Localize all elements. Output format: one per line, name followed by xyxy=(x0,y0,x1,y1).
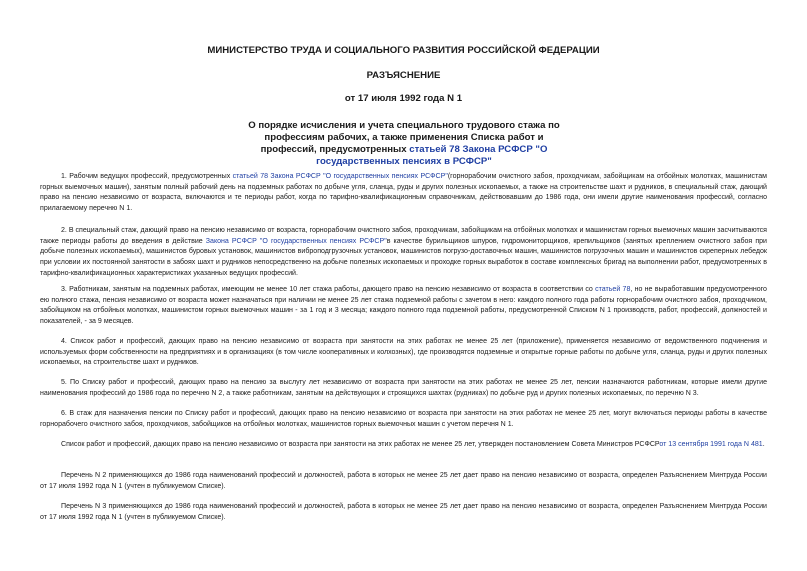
paragraph-text: в качестве бурильщиков шпуров, гидромониторщиков, крепильщиков (занятых креплением очистного забоя при добыче полезных ископаемых), машинистов буровых установок, машинистов виброподгрузочных установок, машинистов погрузо-доставочных машин, машинистов погрузочных машин и машинистов скреперных лебедок при условии их постоянной занятости в забоях шахт и рудников непосредственно на добыче полезных ископаемых и проходке горных выработок в составе комплексных бригад на выполнении работ, предусмотренных в тарифно-квалификационных характеристиках указанных ведущих профессий. xyxy=(40,237,767,277)
paragraph-7 xyxy=(40,440,767,451)
paragraph-text: , но не выработавшим предусмотренного ею полного стажа, пенсия независимо от возраста может назначаться при наличии не менее 25 лет стажа подземной работы с зачетом в него: каждого полного года работы горнорабочим очистного забоя, проходчиком, забойщиком на отбойных молотках, машинистом горных выемочных машин - за 1 год и 3 месяца; каждого полного года подземной работы, предусмотренной Списком N 1 производств, работ, профессий, должностей и показателей, - за 9 месяцев. xyxy=(40,286,767,326)
paragraph-5: 5. По Списку работ и профессий, дающих право на пенсию за выслугу лет независимо от возраста при занятости на этих работах не менее 25 лет, пенсии назначаются работникам, которые имели другие наименования профессий до 1986 года по перечню N 2, а также работникам, занятым на действующих и строящихся шахтах (рудниках) по добыче руд и других полезных ископаемых, по перечню N 3. xyxy=(40,379,767,397)
paragraph-text: Список работ и профессий, дающих право на пенсию независимо от возраста при занятости на этих работах не менее 25 лет, утвержден постановлением Совета Министров РСФСР xyxy=(61,441,660,448)
paragraph-6: 6. В стаж для назначения пенсии по Списку работ и профессий, дающих право на пенсию независимо от возраста при занятости на этих работах не менее 25 лет, могут включаться периоды работы в качестве горнорабочего очистного забоя, проходчиков, забойщиков на отбойных молотках, машинистов горных выемочных машин с учетом перечня N 1. xyxy=(40,410,767,428)
paragraph-text: 3. Работникам, занятым на подземных работах, имеющим не менее 10 лет стажа работы, дающего право на пенсию независимо от возраста в соответствии со xyxy=(61,286,596,293)
pension-law-link[interactable]: Закона РСФСР "О государственных пенсиях РСФСР" xyxy=(205,237,387,245)
document-date: от 17 июля 1992 года N 1 xyxy=(344,93,463,104)
title-text: О порядке исчисления и учета специального трудового стажа по профессиям рабочих, а также применения Списка работ и профессий, предусмотренных xyxy=(248,120,560,155)
decree-link[interactable]: от 13 сентября 1991 года N 481 xyxy=(659,441,763,448)
document-type: РАЗЪЯСНЕНИЕ xyxy=(366,70,441,81)
document-title xyxy=(245,120,563,168)
ministry-name: МИНИСТЕРСТВО ТРУДА И СОЦИАЛЬНОГО РАЗВИТИЯ РОССИЙСКОЙ ФЕДЕРАЦИИ xyxy=(207,45,600,56)
paragraph-8: Перечень N 2 применяющихся до 1986 года наименований профессий и должностей, работа в которых не менее 25 лет дает право на пенсию независимо от возраста, определен Разъяснением Минтруда России от 17 июля 1992 года N 1 (учтен в публикуемом Списке). xyxy=(40,472,767,490)
paragraph-4: 4. Список работ и профессий, дающих право на пенсию независимо от возраста при занятости на этих работах не менее 25 лет (приложение), применяется независимо от ведомственного подчинения и используемых форм собственности на предприятиях и в организациях (в том числе кооперативных и колхозных), где производятся подземные и открытые горные работы по добыче угля, сланца, руды и других полезных ископаемых, на строительстве шахт и рудников. xyxy=(40,338,767,367)
paragraph-text: . xyxy=(762,441,765,448)
paragraph-text: 1. Рабочим ведущих профессий, предусмотренных xyxy=(61,173,233,180)
paragraph-1 xyxy=(40,172,767,215)
title-law-link[interactable]: статьей 78 Закона РСФСР "О государственных пенсиях в РСФСР" xyxy=(316,144,548,167)
paragraph-9: Перечень N 3 применяющихся до 1986 года наименований профессий и должностей, работа в которых не менее 25 лет дает право на пенсию независимо от возраста, определен Разъяснением Минтруда России от 17 июля 1992 года N 1 (учтен в публикуемом Списке). xyxy=(40,503,767,521)
law-article-78-link[interactable]: статьей 78 Закона РСФСР "О государственных пенсиях РСФСР" xyxy=(232,173,448,180)
paragraph-2 xyxy=(40,226,767,280)
paragraph-text: 2. В специальный стаж, дающий право на пенсию независимо от возраста, горнорабочим очистного забоя, проходчикам, забойщикам на отбойных молотках и машинистам горных выемочных машин засчитываются также периоды работы до введения в действие xyxy=(40,227,767,245)
paragraph-3 xyxy=(40,285,767,328)
article-78-link[interactable]: статьей 78 xyxy=(595,286,631,293)
paragraph-text: (горнорабочим очистного забоя, проходчикам, забойщикам на отбойных молотках, машинистам горных выемочных машин), занятым полный рабочий день на подземных работах по добыче угля, сланца, руды и других полезных ископаемых, а также на строительстве шахт и рудников, в специальный стаж, дающий право на пенсию независимо от возраста, включаются и те периоды работ, когда по тарифно-квалификационным справочникам, действовавшим до 1986 года, они имели другие наименования профессий, согласно прилагаемому перечню N 1. xyxy=(40,173,767,213)
